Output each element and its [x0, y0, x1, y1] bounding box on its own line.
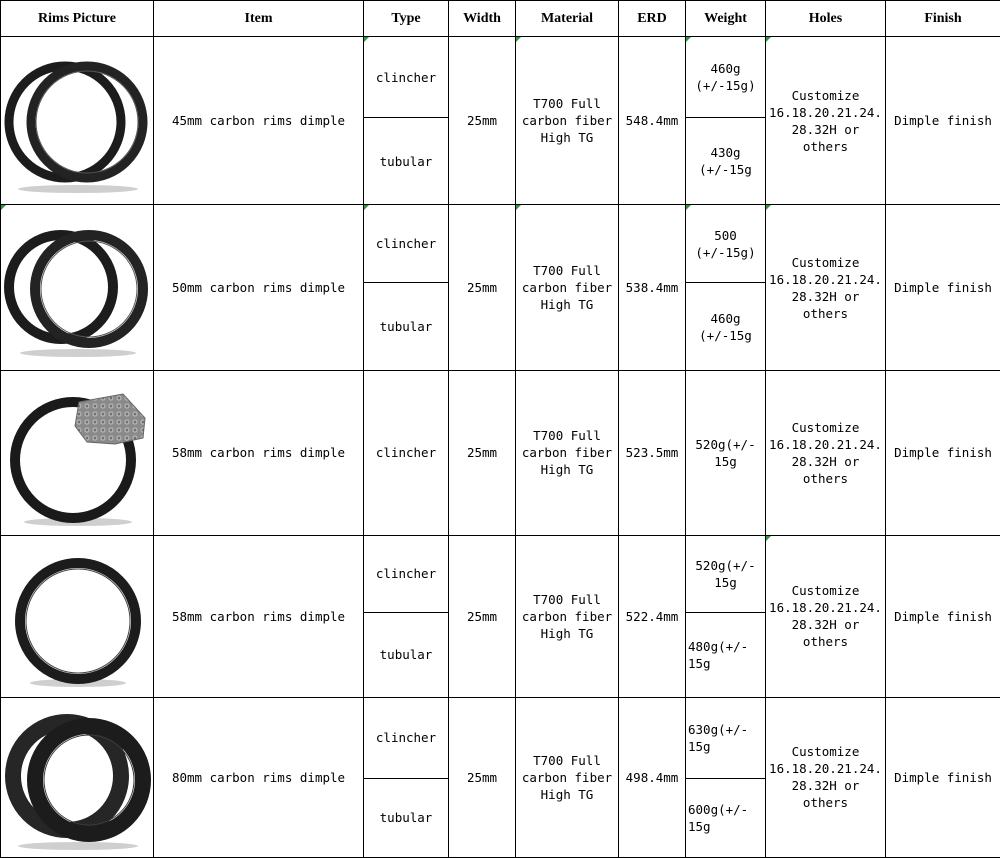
type-cell: tubular	[364, 778, 449, 857]
erd-cell: 498.4mm	[619, 697, 686, 857]
weight-cell: 520g(+/- 15g	[686, 371, 766, 535]
erd-cell: 523.5mm	[619, 371, 686, 535]
holes-cell: Customize 16.18.20.21.24. 28.32H or others	[766, 535, 886, 697]
material-cell: T700 Full carbon fiber High TG	[516, 697, 619, 857]
header-row	[1, 1, 1000, 37]
two-carbon-rims-icon	[3, 213, 153, 363]
weight-cell: 630g(+/- 15g	[686, 697, 766, 778]
rim-picture-cell	[1, 37, 154, 205]
erd-cell: 538.4mm	[619, 205, 686, 371]
rim-picture-cell	[1, 205, 154, 371]
material-cell: T700 Full carbon fiber High TG	[516, 37, 619, 205]
material-cell: T700 Full carbon fiber High TG	[516, 535, 619, 697]
header-width: Width	[449, 1, 516, 37]
finish-cell: Dimple finish	[886, 37, 1000, 205]
item-cell: 45mm carbon rims dimple	[154, 37, 364, 205]
item-cell: 50mm carbon rims dimple	[154, 205, 364, 371]
header-material: Material	[516, 1, 619, 37]
weight-cell: 460g (+/-15g)	[686, 37, 766, 118]
holes-cell: Customize 16.18.20.21.24. 28.32H or others	[766, 205, 886, 371]
header-weight: Weight	[686, 1, 766, 37]
weight-cell: 460g (+/-15g	[686, 283, 766, 371]
header-type: Type	[364, 1, 449, 37]
width-cell: 25mm	[449, 371, 516, 535]
item-cell: 58mm carbon rims dimple	[154, 371, 364, 535]
holes-cell: Customize 16.18.20.21.24. 28.32H or others	[766, 371, 886, 535]
type-cell: clincher	[364, 205, 449, 283]
width-cell: 25mm	[449, 697, 516, 857]
material-cell: T700 Full carbon fiber High TG	[516, 205, 619, 371]
weight-cell: 500 (+/-15g)	[686, 205, 766, 283]
carbon-rim-with-dimple-closeup-icon	[3, 378, 153, 528]
finish-cell: Dimple finish	[886, 535, 1000, 697]
erd-cell: 548.4mm	[619, 37, 686, 205]
table-row	[1, 697, 1000, 778]
type-cell: tubular	[364, 118, 449, 205]
width-cell: 25mm	[449, 535, 516, 697]
holes-cell: Customize 16.18.20.21.24. 28.32H or others	[766, 37, 886, 205]
rim-picture-cell	[1, 371, 154, 535]
type-cell: clincher	[364, 371, 449, 535]
weight-cell: 480g(+/- 15g	[686, 612, 766, 697]
finish-cell: Dimple finish	[886, 205, 1000, 371]
weight-cell: 430g (+/-15g	[686, 118, 766, 205]
type-cell: clincher	[364, 697, 449, 778]
type-cell: tubular	[364, 283, 449, 371]
holes-cell: Customize 16.18.20.21.24. 28.32H or others	[766, 697, 886, 857]
erd-cell: 522.4mm	[619, 535, 686, 697]
rim-picture-cell	[1, 697, 154, 857]
single-carbon-rim-icon	[3, 541, 153, 691]
table-row	[1, 535, 1000, 612]
weight-cell: 600g(+/- 15g	[686, 778, 766, 857]
type-cell: clincher	[364, 535, 449, 612]
width-cell: 25mm	[449, 205, 516, 371]
table-row	[1, 371, 1000, 535]
item-cell: 58mm carbon rims dimple	[154, 535, 364, 697]
two-carbon-rims-icon	[3, 46, 153, 196]
table-row	[1, 205, 1000, 283]
header-rims-picture: Rims Picture	[1, 1, 154, 37]
header-holes: Holes	[766, 1, 886, 37]
header-item: Item	[154, 1, 364, 37]
header-erd: ERD	[619, 1, 686, 37]
type-cell: tubular	[364, 612, 449, 697]
two-deep-carbon-rims-icon	[3, 702, 153, 852]
type-cell: clincher	[364, 37, 449, 118]
weight-cell: 520g(+/- 15g	[686, 535, 766, 612]
header-finish: Finish	[886, 1, 1000, 37]
material-cell: T700 Full carbon fiber High TG	[516, 371, 619, 535]
item-cell: 80mm carbon rims dimple	[154, 697, 364, 857]
width-cell: 25mm	[449, 37, 516, 205]
finish-cell: Dimple finish	[886, 697, 1000, 857]
table-row	[1, 37, 1000, 118]
rim-picture-cell	[1, 535, 154, 697]
finish-cell: Dimple finish	[886, 371, 1000, 535]
